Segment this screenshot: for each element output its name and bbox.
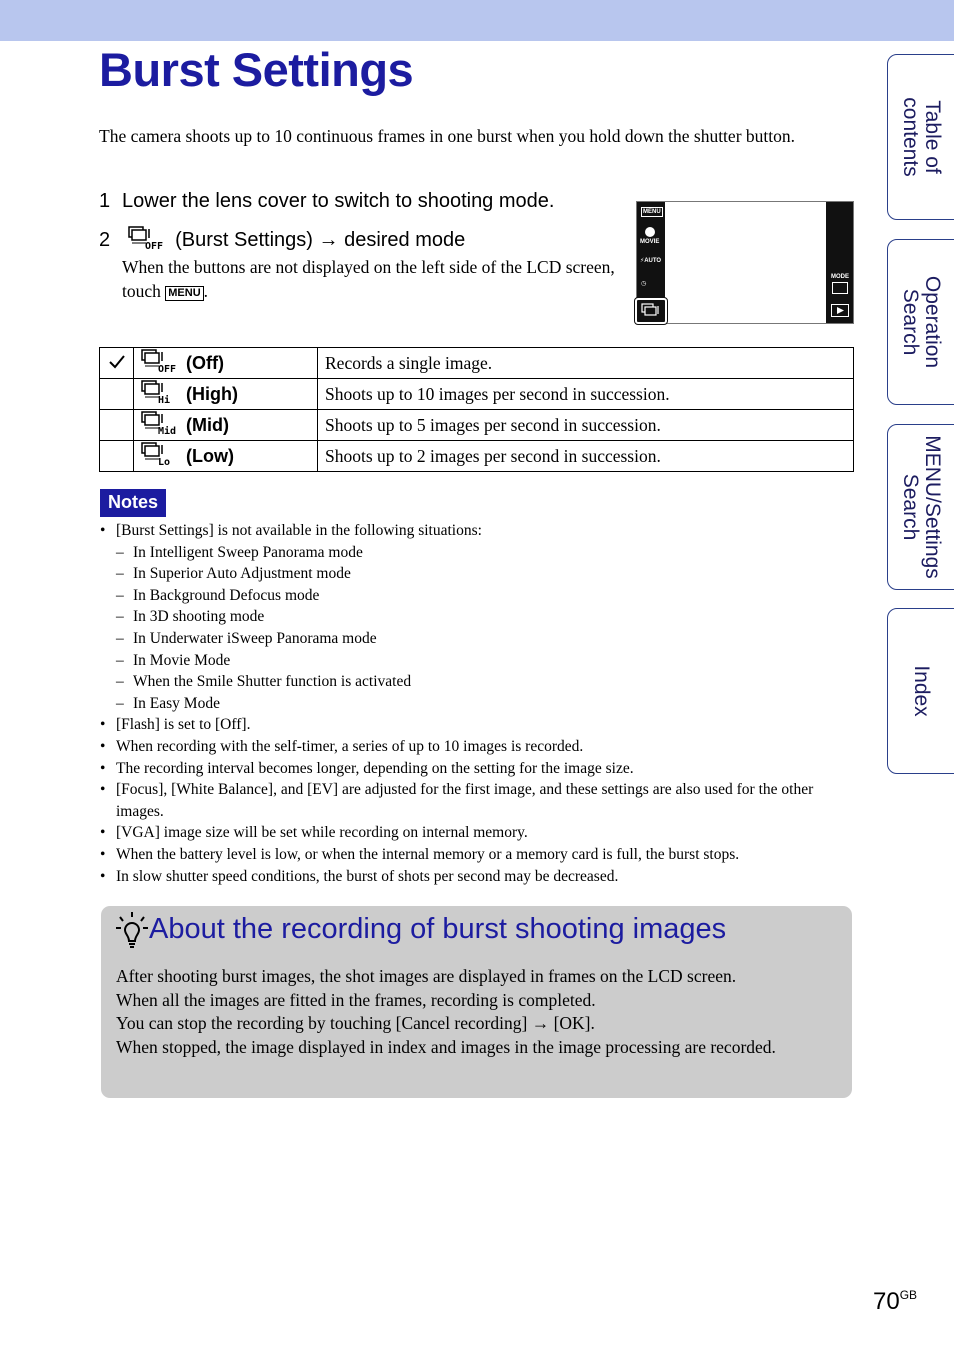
lcd-mode-label: MODE (831, 274, 849, 280)
lcd-movie-icon (645, 227, 655, 237)
mode-description: Shoots up to 10 images per second in succession. (318, 379, 854, 410)
mode-label: (High) (186, 383, 238, 404)
lcd-camera-icon (832, 282, 848, 294)
burst-modes-table (99, 347, 854, 472)
lightbulb-icon (115, 910, 149, 955)
hint-line: After shooting burst images, the shot images are displayed in frames on the LCD screen. (116, 966, 737, 986)
table-row (100, 379, 854, 410)
table-row (100, 410, 854, 441)
mode-description: Shoots up to 5 images per second in succession. (318, 410, 854, 441)
page-number-suffix: GB (899, 1288, 918, 1302)
tab-label-line: Search (899, 288, 922, 356)
hint-box (101, 906, 852, 1098)
step-1 (99, 190, 554, 213)
step-text-end: desired mode (344, 229, 466, 251)
default-check-cell (100, 348, 134, 379)
top-bar (0, 0, 954, 41)
note-item: • In slow shutter speed conditions, the burst of shots per second may be decreased. (99, 866, 849, 888)
step-text: (Burst Settings) (175, 229, 313, 251)
hint-line: When stopped, the image displayed in index and images in the image processing are recorded. (116, 1036, 776, 1057)
mode-label: (Low) (186, 445, 234, 466)
lcd-timer-icon: ◷ (641, 281, 647, 287)
page-number-value: 70 (873, 1288, 900, 1315)
step-number: 1 (99, 190, 111, 212)
note-subitem: – When the Smile Shutter function is activated (99, 671, 849, 693)
hint-line: When all the images are fitted in the frames, recording is completed. (116, 989, 596, 1010)
note-item: • When recording with the self-timer, a series of up to 10 images is recorded. (99, 736, 849, 758)
mode-description: Records a single image. (318, 348, 854, 379)
arrow-icon: → (531, 1013, 550, 1034)
lcd-screen-illustration (636, 201, 854, 324)
arrow-icon: → (318, 229, 339, 251)
note-subitem: – In Background Defocus mode (99, 585, 849, 607)
note-subitem: – In Easy Mode (99, 693, 849, 715)
tab-index[interactable] (887, 608, 954, 774)
tab-label (899, 97, 943, 176)
page-number (873, 1288, 917, 1316)
tab-label-line: Table of (921, 100, 944, 174)
default-check-cell (100, 379, 134, 410)
tab-menu-settings-search[interactable] (887, 424, 954, 590)
svg-text:Mid: Mid (158, 425, 177, 435)
note-subitem: – In Underwater iSweep Panorama mode (99, 628, 849, 650)
step-text: Lower the lens cover to switch to shooting mode. (122, 190, 555, 212)
tab-label (899, 276, 943, 368)
mode-label: (Off) (186, 352, 224, 373)
lcd-burst-icon (635, 298, 667, 324)
notes-label: Notes (100, 489, 166, 517)
note-end: . (203, 281, 209, 301)
burst-lo-icon (141, 442, 181, 471)
default-check-cell (100, 441, 134, 472)
note-subitem: – In Superior Auto Adjustment mode (99, 563, 849, 585)
burst-hi-icon (141, 380, 181, 409)
tab-label-line: Index (910, 665, 933, 717)
checkmark-icon (109, 355, 125, 369)
mode-description: Shoots up to 2 images per second in succession. (318, 441, 854, 472)
lcd-movie-label: MOVIE (640, 239, 660, 245)
mode-cell (134, 410, 318, 441)
tab-label (899, 435, 943, 579)
lcd-left-panel (637, 202, 665, 323)
menu-button-icon: MENU (165, 286, 203, 301)
tab-label-line: MENU/Settings (921, 435, 944, 579)
note-subitem: – In Intelligent Sweep Panorama mode (99, 542, 849, 564)
table-row (100, 441, 854, 472)
burst-off-icon (128, 226, 170, 256)
burst-mid-icon (141, 411, 181, 440)
lcd-play-icon (831, 304, 849, 317)
tab-label-line: Search (899, 473, 922, 541)
tab-label-line: Operation (921, 275, 944, 369)
tab-table-of-contents[interactable] (887, 54, 954, 220)
table-row (100, 348, 854, 379)
intro-text: The camera shoots up to 10 continuous frames in one burst when you hold down the shutter button. (99, 126, 795, 146)
note-item: • [Burst Settings] is not available in the following situations: (99, 520, 849, 542)
note-subitem: – In Movie Mode (99, 650, 849, 672)
tab-operation-search[interactable] (887, 239, 954, 405)
hint-line (116, 1012, 831, 1036)
hint-body (116, 965, 831, 1059)
page-title: Burst Settings (99, 43, 414, 96)
step-number: 2 (99, 229, 111, 251)
burst-off-icon (141, 349, 181, 378)
note-subitem: – In 3D shooting mode (99, 606, 849, 628)
svg-text:Hi: Hi (158, 394, 171, 404)
mode-cell (134, 348, 318, 379)
hint-cancel-text: You can stop the recording by touching [Cancel recording] (116, 1013, 528, 1034)
note-item: • [Flash] is set to [Off]. (99, 714, 849, 736)
default-check-cell (100, 410, 134, 441)
note-item: • [VGA] image size will be set while recording on internal memory. (99, 822, 849, 844)
svg-text:Lo: Lo (158, 456, 171, 466)
tab-label (910, 665, 932, 716)
notes-list (99, 520, 849, 887)
mode-cell (134, 441, 318, 472)
note-item: • The recording interval becomes longer, depending on the setting for the image size. (99, 758, 849, 780)
mode-cell (134, 379, 318, 410)
note-text: When the buttons are not displayed on the left side of the LCD screen, touch (122, 257, 615, 301)
step-2-note (122, 255, 617, 303)
lcd-flash-icon: ⚡AUTO (640, 258, 662, 264)
svg-text:OFF: OFF (158, 363, 177, 373)
svg-text:OFF: OFF (144, 241, 163, 250)
tab-label-line: contents (899, 97, 922, 177)
lcd-right-panel (826, 202, 853, 323)
note-item: • When the battery level is low, or when the internal memory or a memory card is full, the burst stops. (99, 844, 849, 866)
hint-title: About the recording of burst shooting images (149, 913, 727, 945)
lcd-menu-icon: MENU (643, 209, 661, 215)
step-2 (99, 226, 465, 256)
note-item: • [Focus], [White Balance], and [EV] are adjusted for the first image, and these settings are also used for the other images. (99, 779, 849, 822)
hint-cancel-end: [OK]. (553, 1013, 595, 1034)
mode-label: (Mid) (186, 414, 229, 435)
